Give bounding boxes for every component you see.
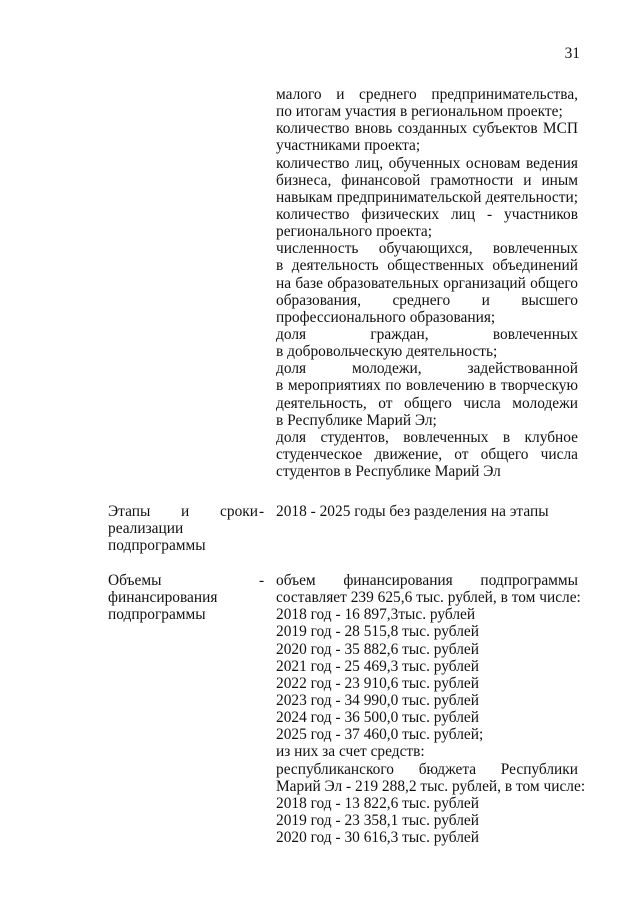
indicators-continuation: [276, 86, 578, 480]
funding-value-line: объем финансирования подпрограммы: [276, 572, 578, 589]
stages-label-line: Этапы и сроки: [108, 503, 258, 520]
funding-value-line: 2025 год - 37 460,0 тыс. рублей;: [276, 726, 484, 744]
funding-value-line: 2018 год - 13 822,6 тыс. рублей: [276, 794, 479, 812]
indicator-line: малого и среднего предпринимательства,: [276, 86, 578, 103]
stages-value: [276, 503, 578, 520]
indicator-line: на базе образовательных организаций общего: [276, 274, 578, 292]
stages-value-text: 2018 - 2025 годы без разделения на этапы: [276, 503, 549, 520]
funding-value-line: 2019 год - 23 358,1 тыс. рублей: [276, 811, 479, 829]
stages-dash: -: [259, 503, 265, 520]
funding-value-line: республиканского бюджета Республики: [276, 760, 578, 778]
indicator-line: количество лиц, обученных основам ведения: [276, 154, 578, 172]
indicator-line: доля молодежи, задействованной: [276, 360, 578, 378]
indicator-line: деятельность, от общего числа молодежи: [276, 394, 578, 412]
funding-label-line: Объемы: [108, 572, 162, 589]
funding-value-line: 2020 год - 35 882,6 тыс. рублей: [276, 640, 479, 658]
funding-value-line: 2023 год - 34 990,0 тыс. рублей: [276, 691, 479, 709]
funding-value-line: 2024 год - 36 500,0 тыс. рублей: [276, 709, 479, 727]
funding-value: [276, 572, 586, 847]
funding-label-line: подпрограммы: [108, 606, 206, 624]
indicator-line: студенческое движение, от общего числа: [276, 445, 578, 463]
funding-label: [108, 572, 265, 623]
funding-dash: -: [259, 572, 265, 589]
funding-value-line: 2021 год - 25 469,3 тыс. рублей: [276, 657, 479, 675]
indicator-line: образования, среднего и высшего: [276, 291, 578, 309]
indicator-line: в деятельность общественных объединений: [276, 257, 578, 275]
indicator-line: по итогам участия в региональном проекте;: [276, 103, 563, 121]
indicator-line: профессионального образования;: [276, 308, 496, 326]
indicator-line: доля граждан, вовлеченных: [276, 325, 578, 343]
stages-label-line: подпрограммы: [108, 537, 206, 555]
funding-value-line: составляет 239 625,6 тыс. рублей, в том числе:: [276, 589, 581, 607]
funding-value-line: 2019 год - 28 515,8 тыс. рублей: [276, 623, 479, 641]
indicator-line: навыкам предпринимательской деятельности;: [276, 188, 578, 206]
indicator-line: в мероприятиях по вовлечению в творческую: [276, 377, 578, 395]
indicator-line: участниками проекта;: [276, 137, 421, 155]
indicator-line: в добровольческую деятельность;: [276, 343, 498, 361]
stages-label-line: реализации: [108, 520, 184, 538]
funding-value-line: 2018 год - 16 897,3тыс. рублей: [276, 606, 476, 624]
funding-value-line: из них за счет средств:: [276, 743, 425, 761]
funding-value-line: 2022 год - 23 910,6 тыс. рублей: [276, 674, 479, 692]
indicator-line: численность обучающихся, вовлеченных: [276, 240, 578, 258]
indicator-line: регионального проекта;: [276, 223, 433, 241]
page-number: 31: [564, 45, 580, 62]
indicator-line: бизнеса, финансовой грамотности и иным: [276, 171, 578, 189]
indicator-line: количество вновь созданных субъектов МСП: [276, 120, 578, 138]
funding-value-line: 2020 год - 30 616,3 тыс. рублей: [276, 829, 479, 847]
indicator-line: количество физических лиц - участников: [276, 205, 578, 223]
indicator-line: студентов в Республике Марий Эл: [276, 463, 501, 481]
funding-label-line: финансирования: [108, 589, 218, 607]
funding-value-line: Марий Эл - 219 288,2 тыс. рублей, в том числе:: [276, 777, 586, 795]
stages-label: [108, 503, 265, 554]
indicator-line: доля студентов, вовлеченных в клубное: [276, 428, 578, 446]
indicator-line: в Республике Марий Эл;: [276, 411, 437, 429]
